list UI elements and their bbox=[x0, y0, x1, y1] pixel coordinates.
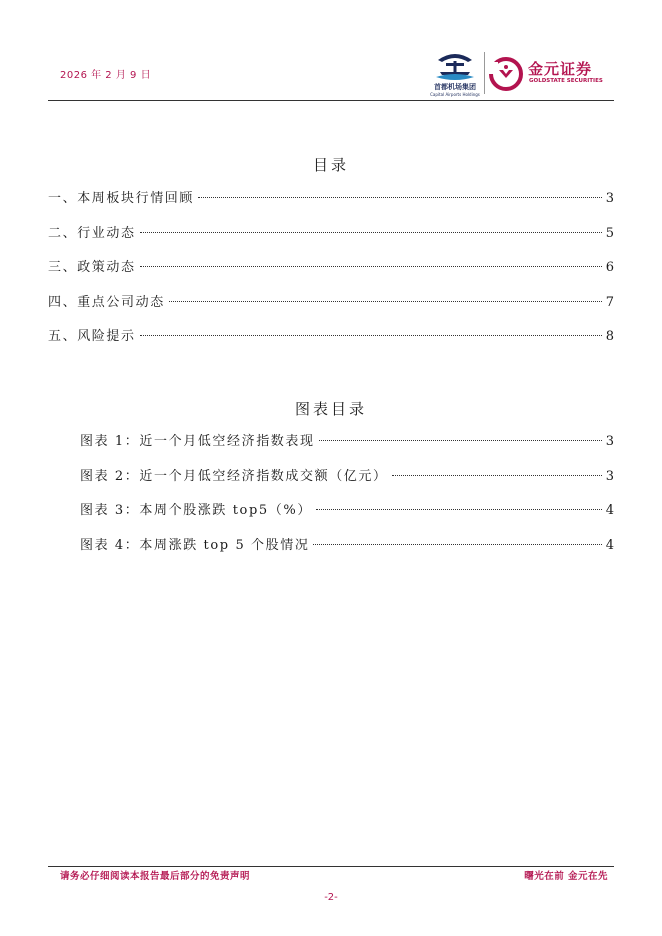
capital-airports-logo bbox=[428, 50, 482, 96]
toc-entry-page: 6 bbox=[605, 260, 614, 275]
toc-title: 目录 bbox=[312, 156, 349, 174]
capital-airports-name: 首都机场集团 Capital Airports Holdings bbox=[430, 83, 480, 97]
toc-leader-dots bbox=[140, 266, 602, 267]
toc-entry-page: 3 bbox=[605, 191, 614, 206]
figure-toc-entry-label: 图表 4：本周涨跌 top 5 个股情况 bbox=[80, 537, 310, 553]
figure-toc-leader-dots bbox=[316, 509, 602, 510]
toc-leader-dots bbox=[140, 335, 602, 336]
figure-toc-title: 图表目录 bbox=[294, 400, 367, 418]
toc-entry-label: 四、重点公司动态 bbox=[48, 294, 165, 310]
figure-toc-entry[interactable] bbox=[80, 537, 614, 555]
header-logos bbox=[420, 50, 614, 96]
toc-entry-page: 7 bbox=[605, 294, 614, 310]
toc-leader-dots bbox=[140, 232, 602, 233]
toc-entry[interactable] bbox=[48, 190, 614, 208]
figure-toc-entry-label: 图表 2：近一个月低空经济指数成交额（亿元） bbox=[80, 468, 388, 484]
figure-toc-entry-page: 4 bbox=[605, 537, 614, 553]
toc-entry-label: 二、行业动态 bbox=[48, 225, 136, 241]
figure-toc-leader-dots bbox=[392, 475, 602, 476]
toc-entry-page: 5 bbox=[605, 225, 614, 241]
slogan: 曙光在前 金元在先 bbox=[524, 871, 608, 882]
page-number: -2- bbox=[324, 892, 338, 903]
figure-toc-entry-page: 3 bbox=[605, 434, 614, 449]
toc-entry[interactable] bbox=[48, 225, 614, 243]
toc-entry[interactable] bbox=[48, 259, 614, 277]
figure-toc-leader-dots bbox=[319, 440, 602, 441]
toc-leader-dots bbox=[169, 301, 602, 302]
toc-entry[interactable] bbox=[48, 294, 614, 312]
figure-toc-entry-label: 图表 1：近一个月低空经济指数表现 bbox=[80, 434, 315, 449]
toc-entry[interactable] bbox=[48, 328, 614, 346]
figure-toc-entry-label: 图表 3：本周个股涨跌 top5（%） bbox=[80, 503, 312, 518]
goldstate-name-en: GOLDSTATE SECURITIES bbox=[529, 78, 603, 84]
goldstate-emblem-icon bbox=[488, 56, 524, 92]
goldstate-name-cn: 金元证券 bbox=[528, 60, 593, 78]
report-date: 2026 年 2 月 9 日 bbox=[60, 70, 152, 81]
figure-toc-entry[interactable] bbox=[80, 433, 614, 451]
toc-entry-label: 五、风险提示 bbox=[48, 329, 136, 344]
capital-airports-emblem-icon bbox=[428, 50, 482, 82]
figure-toc-entry-page: 4 bbox=[605, 503, 614, 518]
logo-divider bbox=[484, 52, 485, 94]
figure-toc-entry[interactable] bbox=[80, 502, 614, 520]
toc-entry-label: 三、政策动态 bbox=[48, 260, 136, 275]
figure-toc-leader-dots bbox=[313, 544, 601, 545]
figure-toc-entry-page: 3 bbox=[605, 468, 614, 484]
header-divider bbox=[48, 100, 614, 101]
toc-entry-label: 一、本周板块行情回顾 bbox=[48, 191, 195, 206]
goldstate-logo bbox=[488, 54, 614, 94]
toc-leader-dots bbox=[198, 197, 602, 198]
toc-entry-page: 8 bbox=[605, 329, 614, 344]
figure-toc-entry[interactable] bbox=[80, 468, 614, 486]
footer-divider bbox=[48, 866, 614, 867]
disclaimer-note: 请务必仔细阅读本报告最后部分的免责声明 bbox=[60, 871, 251, 882]
